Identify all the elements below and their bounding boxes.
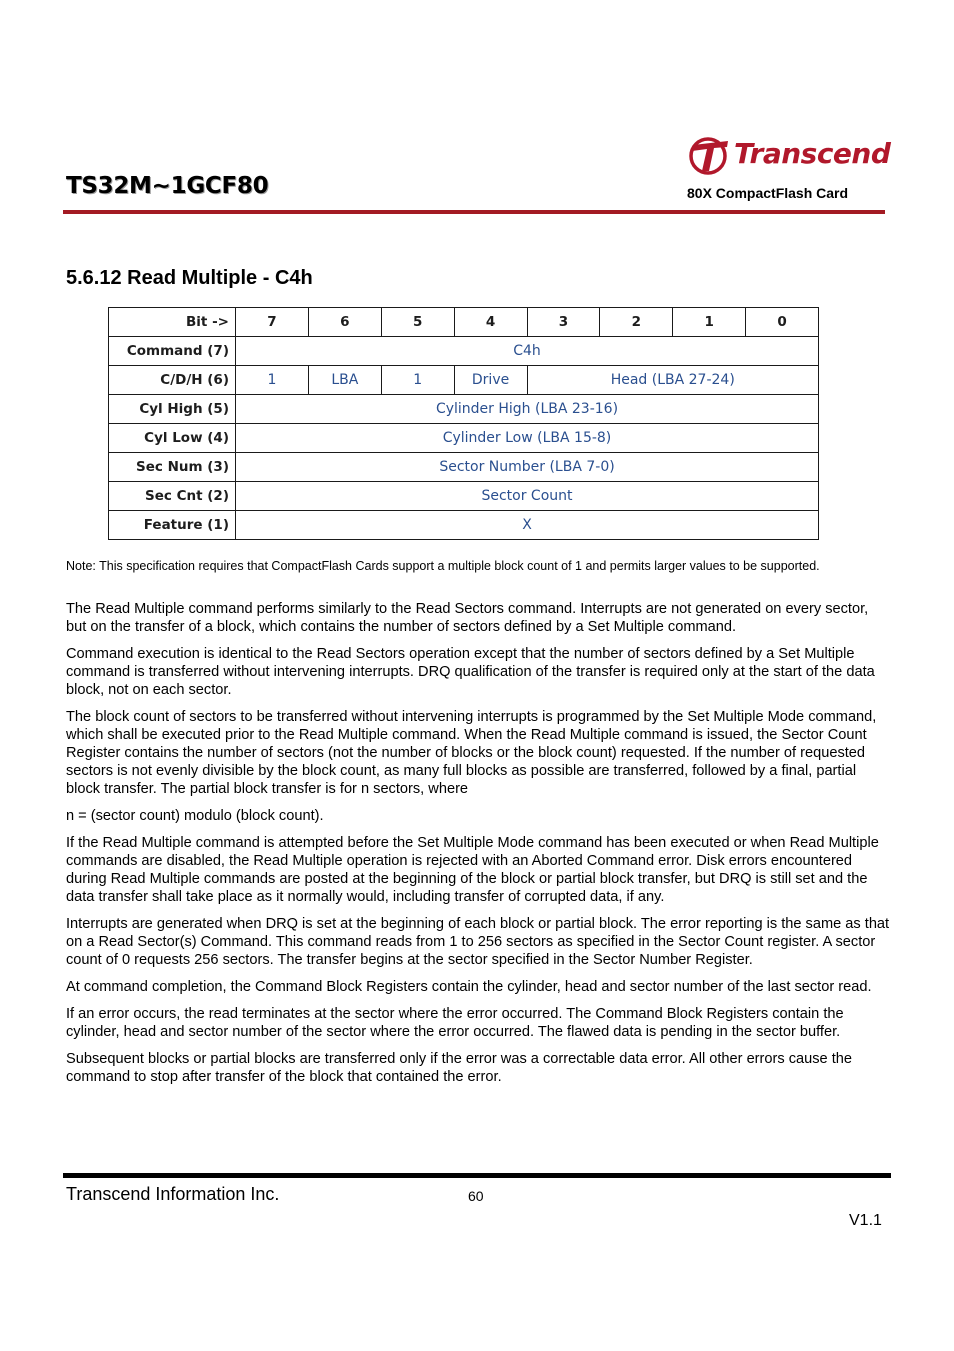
paragraph: Subsequent blocks or partial blocks are transferred only if the error was a correctable data error. All other errors cause the command to stop after transfer of the block that contained the error. <box>66 1051 853 1085</box>
register-label: Sec Num (3) <box>109 453 236 482</box>
transcend-logo-mark-icon <box>688 135 732 175</box>
section-heading: 5.6.12 Read Multiple - C4h <box>66 267 313 289</box>
bit-3-header: 3 <box>527 308 600 337</box>
register-label: C/D/H (6) <box>109 366 236 395</box>
document-title: TS32M~1GCF80 <box>66 173 269 199</box>
feature-register-row <box>109 511 819 540</box>
paragraph: If the Read Multiple command is attempted before the Set Multiple Mode command has been executed or when Read Multiple commands are disabled, the Read Multiple operation is rejected with an Aborted Command error. Disk errors encountered during Read Multiple commands are posted at the beginning of the block or partial block transfer, but DRQ is still set and the data transfer shall take place as it normally would, including transfer of corrupted data, if any. <box>66 835 879 905</box>
register-bit-value: 1 <box>381 366 454 395</box>
cyl-high-register-row <box>109 395 819 424</box>
register-label: Sec Cnt (2) <box>109 482 236 511</box>
footer-divider <box>63 1173 891 1178</box>
register-label: Cyl Low (4) <box>109 424 236 453</box>
register-value: Cylinder Low (LBA 15-8) <box>236 424 819 453</box>
sec-num-register-row <box>109 453 819 482</box>
paragraph: The block count of sectors to be transferred without intervening interrupts is programmed by the Set Multiple Mode command, which shall be executed prior to the Read Multiple command. When the Read Multiple command is issued, the Sector Count Register contains the number of sectors (not the number of blocks or the block count) requested. If the number of requested sectors is not evenly divisible by the block count, as many full blocks as possible are transferred, followed by a final, partial block transfer. The partial block transfer is for n sectors, where <box>66 709 877 797</box>
paragraph: Interrupts are generated when DRQ is set at the beginning of each block or partial block. The error reporting is the same as that on a Read Sector(s) Command. This command reads from 1 to 256 sectors as specified in the Sector Count register. A sector count of 0 requests 256 sectors. The transfer begins at the sector specified in the Sector Number Register. <box>66 916 890 968</box>
bit-4-header: 4 <box>454 308 527 337</box>
register-value: C4h <box>236 337 819 366</box>
register-label: Command (7) <box>109 337 236 366</box>
paragraph: n = (sector count) modulo (block count). <box>66 808 324 824</box>
paragraph: At command completion, the Command Block Registers contain the cylinder, head and sector number of the last sector read. <box>66 979 872 995</box>
transcend-logo <box>688 135 891 177</box>
bit-1-header: 1 <box>673 308 746 337</box>
register-value: Cylinder High (LBA 23-16) <box>236 395 819 424</box>
bit-header-row <box>109 308 819 337</box>
body-text <box>66 600 892 1095</box>
register-bit-value: Drive <box>454 366 527 395</box>
register-value: Sector Count <box>236 482 819 511</box>
register-bit-value: 1 <box>236 366 309 395</box>
spec-note: Note: This specification requires that CompactFlash Cards support a multiple block count of 1 and permits larger values to be supported. <box>66 559 820 573</box>
register-value: Head (LBA 27-24) <box>527 366 819 395</box>
document-version: V1.1 <box>849 1212 882 1229</box>
register-table <box>108 307 819 540</box>
register-value: Sector Number (LBA 7-0) <box>236 453 819 482</box>
cyl-low-register-row <box>109 424 819 453</box>
logo-wordmark: Transcend <box>734 137 891 170</box>
cdh-register-row <box>109 366 819 395</box>
paragraph: The Read Multiple command performs similarly to the Read Sectors command. Interrupts are not generated on every sector, but on the transfer of a block, which contains the number of sectors defined by a Set Multiple command. <box>66 601 869 635</box>
register-bit-value: LBA <box>308 366 381 395</box>
command-register-row <box>109 337 819 366</box>
bit-header-label: Bit -> <box>109 308 236 337</box>
bit-7-header: 7 <box>236 308 309 337</box>
bit-6-header: 6 <box>308 308 381 337</box>
paragraph: If an error occurs, the read terminates at the sector where the error occurred. The Command Block Registers contain the cylinder, head and sector number of the sector where the error occurred. The flawed data is pending in the sector buffer. <box>66 1006 844 1040</box>
bit-5-header: 5 <box>381 308 454 337</box>
paragraph: Command execution is identical to the Read Sectors operation except that the number of sectors defined by a Set Multiple command is transferred without intervening interrupts. DRQ qualification of the transfer is required only at the start of the data block, not on each sector. <box>66 646 875 698</box>
header-divider <box>63 210 885 214</box>
page-number: 60 <box>468 1188 484 1204</box>
register-label: Feature (1) <box>109 511 236 540</box>
bit-0-header: 0 <box>746 308 819 337</box>
footer-company: Transcend Information Inc. <box>66 1184 280 1204</box>
document-subtitle: 80X CompactFlash Card <box>687 185 849 201</box>
register-label: Cyl High (5) <box>109 395 236 424</box>
bit-2-header: 2 <box>600 308 673 337</box>
sec-cnt-register-row <box>109 482 819 511</box>
register-value: X <box>236 511 819 540</box>
